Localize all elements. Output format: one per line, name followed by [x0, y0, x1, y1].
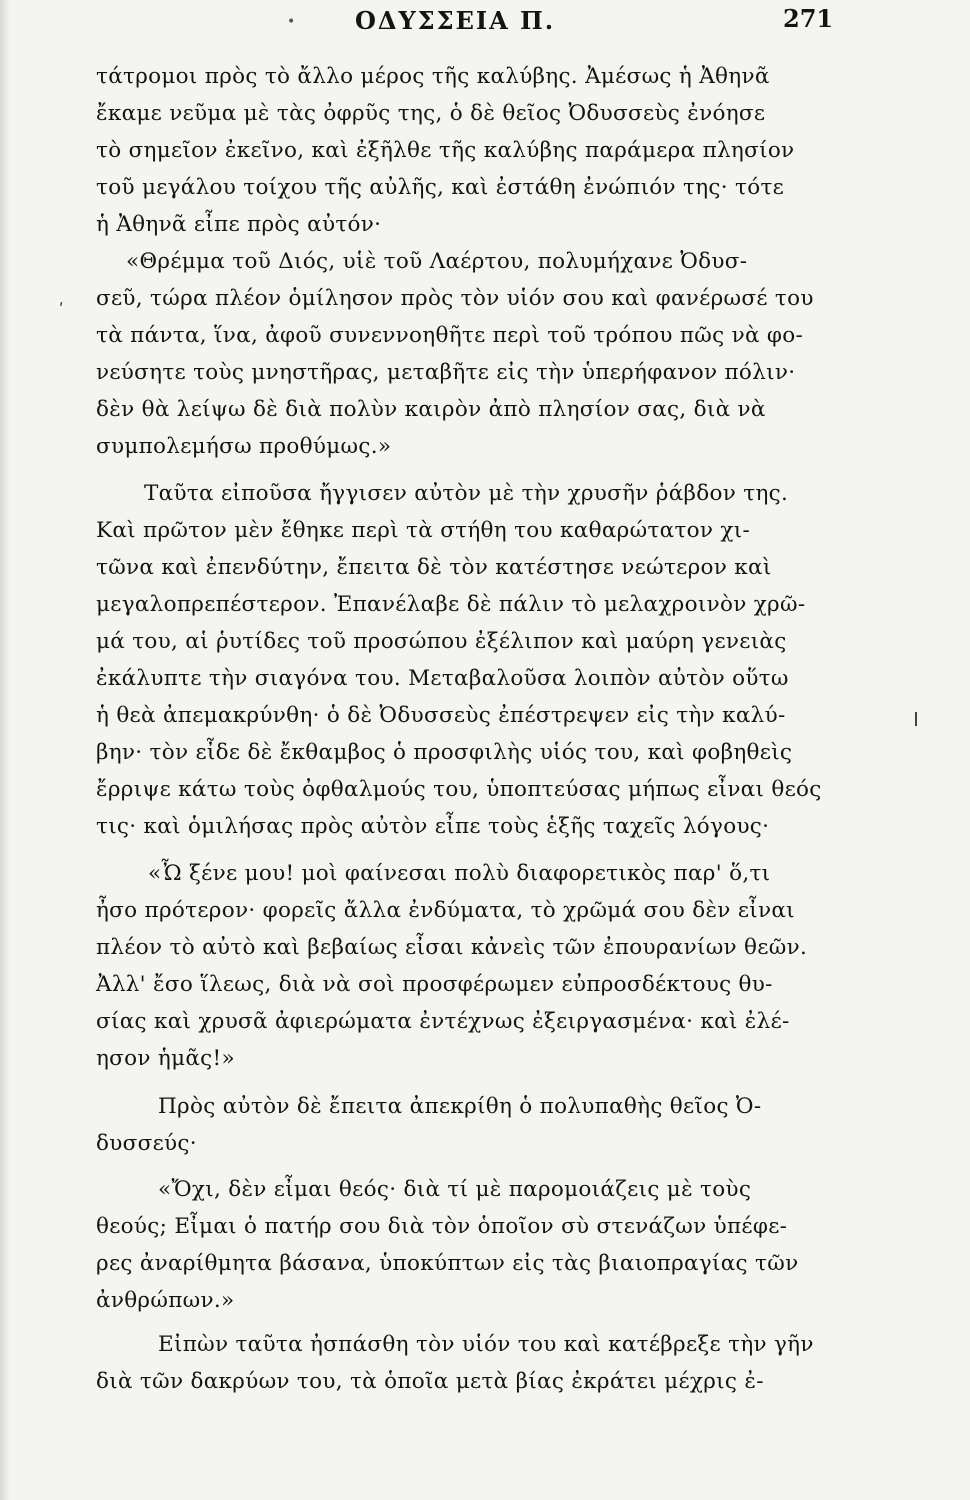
text-line: Ταῦτα εἰποῦσα ἤγγισεν αὐτὸν μὲ τὴν χρυσῆν ῥάβδον της.: [144, 481, 789, 506]
text-line: σεῦ, τώρα πλέον ὁμίλησον πρὸς τὸν υἱόν σου καὶ φανέρωσέ του: [96, 286, 814, 311]
text-line: θεούς; Εἶμαι ὁ πατήρ σου διὰ τὸν ὁποῖον σὺ στενάζων ὑπέφε-: [96, 1214, 788, 1239]
text-line: ἔρριψε κάτω τοὺς ὀφθαλμούς του, ὑποπτεύσας μήπως εἶναι θεός: [96, 777, 822, 802]
text-line: ἔκαμε νεῦμα μὲ τὰς ὀφρῦς της, ὁ δὲ θεῖος Ὀδυσσεὺς ἐνόησε: [96, 101, 766, 126]
text-line: Εἰπὼν ταῦτα ἠσπάσθη τὸν υἱόν του καὶ κατέβρεξε τὴν γῆν: [158, 1332, 814, 1357]
text-line: Πρὸς αὐτὸν δὲ ἔπειτα ἀπεκρίθη ὁ πολυπαθὴς θεῖος Ὀ-: [158, 1094, 762, 1119]
text-line: ἐκάλυπτε τὴν σιαγόνα του. Μεταβαλοῦσα λοιπὸν αὐτὸν οὕτω: [96, 666, 789, 691]
text-line: μεγαλοπρεπέστερον. Ἐπανέλαβε δὲ πάλιν τὸ μελαχροινὸν χρῶ-: [96, 592, 806, 617]
text-line: τὰ πάντα, ἵνα, ἀφοῦ συνεννοηθῆτε περὶ τοῦ τρόπου πῶς νὰ φο-: [96, 323, 804, 348]
text-line: ἀνθρώπων.»: [96, 1288, 235, 1313]
text-line: τις· καὶ ὁμιλήσας πρὸς αὐτὸν εἶπε τοὺς ἑξῆς ταχεῖς λόγους·: [96, 814, 770, 839]
text-line: διὰ τῶν δακρύων του, τὰ ὁποῖα μετὰ βίας ἐκράτει μέχρις ἐ-: [96, 1369, 764, 1394]
text-line: Ἀλλ' ἔσο ἵλεως, διὰ νὰ σοὶ προσφέρωμεν εὐπροσδέκτους θυ-: [96, 972, 773, 997]
text-line: Καὶ πρῶτον μὲν ἔθηκε περὶ τὰ στήθη του καθαρώτατον χι-: [96, 518, 751, 543]
text-line: μά του, αἱ ῥυτίδες τοῦ προσώπου ἐξέλιπον καὶ μαύρη γενειὰς: [96, 629, 787, 654]
margin-pen-mark: ʹ: [59, 300, 64, 319]
text-line: τῶνα καὶ ἐπενδύτην, ἔπειτα δὲ τὸν κατέστησε νεώτερον καὶ: [96, 555, 772, 580]
text-line: δυσσεύς·: [96, 1131, 197, 1156]
text-line: ἡ Ἀθηνᾶ εἶπε πρὸς αὐτόν·: [96, 212, 382, 237]
text-line: πλέον τὸ αὐτὸ καὶ βεβαίως εἶσαι κἀνεὶς τῶν ἐπουρανίων θεῶν.: [96, 935, 808, 960]
text-line: νεύσητε τοὺς μνηστῆρας, μεταβῆτε εἰς τὴν ὑπερήφανον πόλιν·: [96, 360, 796, 385]
text-line: «Ὦ ξένε μου! μοὶ φαίνεσαι πολὺ διαφορετικὸς παρ' ὅ,τι: [148, 861, 771, 886]
running-title: ΟΔΥΣΣΕΙΑ Π.: [355, 6, 556, 35]
printer-ornament-mark: •: [287, 14, 296, 30]
text-line: τάτρομοι πρὸς τὸ ἄλλο μέρος τῆς καλύβης. Ἀμέσως ἡ Ἀθηνᾶ: [96, 64, 770, 89]
text-line: τοῦ μεγάλου τοίχου τῆς αὐλῆς, καὶ ἐστάθη ἐνώπιόν της· τότε: [96, 175, 785, 200]
text-line: συμπολεμήσω προθύμως.»: [96, 434, 392, 459]
page-header: [0, 4, 970, 38]
text-line: τὸ σημεῖον ἐκεῖνο, καὶ ἐξῆλθε τῆς καλύβης παράμερα πλησίον: [96, 138, 795, 163]
margin-tick-mark: [915, 712, 917, 726]
text-line: δὲν θὰ λείψω δὲ διὰ πολὺν καιρὸν ἀπὸ πλησίον σας, διὰ νὰ: [96, 397, 766, 422]
page-number: 271: [783, 4, 834, 33]
text-line: ἦσο πρότερον· φορεῖς ἄλλα ἐνδύματα, τὸ χρῶμά σου δὲν εἶναι: [96, 898, 795, 923]
text-line: βην· τὸν εἶδε δὲ ἔκθαμβος ὁ προσφιλὴς υἱός του, καὶ φοβηθεὶς: [96, 740, 793, 765]
text-line: ἡ θεὰ ἀπεμακρύνθη· ὁ δὲ Ὀδυσσεὺς ἐπέστρεψεν εἰς τὴν καλύ-: [96, 703, 786, 728]
text-line: «Ὄχι, δὲν εἶμαι θεός· διὰ τί μὲ παρομοιάζεις μὲ τοὺς: [158, 1177, 752, 1202]
text-line: ησον ἡμᾶς!»: [96, 1046, 235, 1071]
page-gutter-shadow: [0, 0, 10, 1500]
text-line: «Θρέμμα τοῦ Διός, υἱὲ τοῦ Λαέρτου, πολυμήχανε Ὀδυσ-: [126, 249, 748, 274]
text-line: ρες ἀναρίθμητα βάσανα, ὑποκύπτων εἰς τὰς βιαιοπραγίας τῶν: [96, 1251, 799, 1276]
text-line: σίας καὶ χρυσᾶ ἀφιερώματα ἐντέχνως ἐξειργασμένα· καὶ ἐλέ-: [96, 1009, 790, 1034]
